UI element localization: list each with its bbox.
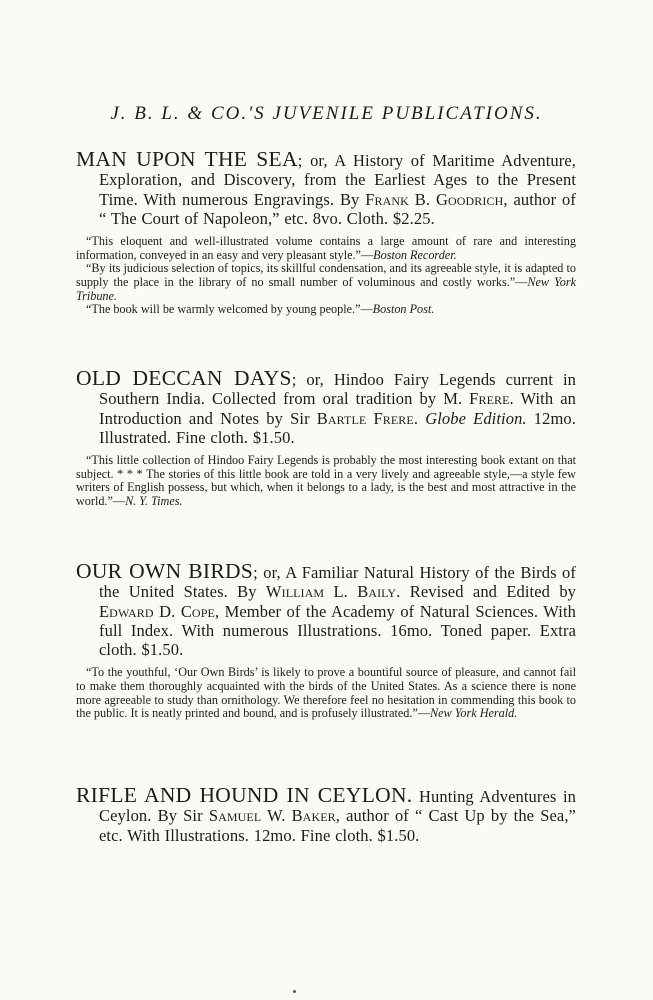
text-run: , Member of the Academy of Natural Sciences. With full Index. With numerous Illustrations. 16mo. Toned paper. Extra cloth. $1.50. <box>99 601 576 660</box>
book-entry-rifle-and-hound <box>76 783 576 845</box>
entry-description <box>76 147 577 228</box>
review-list <box>76 235 576 317</box>
text-run: “This little collection of Hindoo Fairy Legends is probably the most interesting book extant on that subject. * * * The stories of this little book are told in a very lively and agreeable style,—a style few writers of English possess, but which, when it belongs to a lady, is the best and most attractive in the world.”— <box>76 453 576 508</box>
text-run: ; or, Hindoo Fairy Legends current in Southern India. Collected from oral tradition by <box>99 370 576 409</box>
book-title: OUR OWN BIRDS <box>76 559 254 583</box>
text-run: . With an Introduction and Notes by Sir <box>99 389 576 428</box>
author-name: Samuel W. Baker <box>208 806 336 826</box>
text-run: . <box>413 408 426 428</box>
text-run: , author of “ The Court of Napoleon,” etc. 8vo. Cloth. $2.25. <box>99 189 577 228</box>
review-quote <box>76 454 576 508</box>
italic-text: N. Y. Times. <box>125 493 183 508</box>
author-name: Edward D. Cope <box>99 601 215 621</box>
review-quote <box>76 235 576 262</box>
italic-text: New York Herald. <box>430 706 518 721</box>
text-run: “By its judicious selection of topics, its skillful condensation, and its agreeable style, it is adapted to supply the place in the library of no small number of voluminous and costly works.”— <box>76 261 576 289</box>
text-run: , author of “ Cast Up by the Sea,” etc. With Illustrations. 12mo. Fine cloth. $1.50. <box>99 806 576 845</box>
author-name: Frank B. Goodrich <box>365 189 504 209</box>
book-title: RIFLE AND HOUND IN CEYLON. <box>76 783 413 807</box>
text-run: Hunting Adventures in Ceylon. By Sir <box>99 787 576 826</box>
italic-text: Boston Post. <box>372 302 435 317</box>
book-entry-our-own-birds <box>76 559 577 721</box>
book-entry-man-upon-the-sea <box>76 147 577 317</box>
text-run: ; or, A History of Maritime Adventure, Exploration, and Discovery, from the Earliest Ages to the Present Time. With numerous Engravings. By <box>99 151 576 209</box>
review-list <box>76 454 576 508</box>
book-title: MAN UPON THE SEA <box>76 147 298 171</box>
entry-description <box>76 559 577 660</box>
italic-text: Boston Recorder. <box>373 247 457 262</box>
review-list <box>76 666 576 720</box>
entry-description <box>76 783 576 845</box>
page-mark <box>293 990 296 993</box>
text-run: 12mo. Illustrated. Fine cloth. $1.50. <box>99 408 576 447</box>
review-quote <box>76 303 576 317</box>
text-run: “This eloquent and well-illustrated volume contains a large amount of rare and interesting information, conveyed in an easy and very pleasant style.”— <box>76 234 576 262</box>
author-name: William L. Baily <box>265 582 397 602</box>
italic-text: Globe Edition. <box>425 408 527 428</box>
entry-description <box>76 366 576 447</box>
text-run: ; or, A Familiar Natural History of the Birds of the United States. By <box>99 563 576 602</box>
book-title: OLD DECCAN DAYS <box>76 366 292 390</box>
text-run: . Revised and Edited by <box>396 582 577 602</box>
page-header: J. B. L. & CO.'S JUVENILE PUBLICATIONS. <box>110 103 543 124</box>
author-name: Bartle Frere <box>316 408 414 428</box>
review-quote <box>76 666 576 720</box>
review-quote <box>76 262 576 303</box>
text-run: “The book will be warmly welcomed by young people.”— <box>86 302 373 317</box>
author-name: M. Frere <box>443 389 510 409</box>
text-run: “To the youthful, ‘Our Own Birds’ is likely to prove a bountiful source of pleasure, and cannot fail to make them thoroughly acquainted with the birds of the United States. As a science there is none more agreeable to study than ornithology. We therefore feel no hesitation in commending this book to the public. It is neatly printed and bound, and is profusely illustrated.”— <box>76 665 576 721</box>
book-entry-old-deccan-days <box>76 366 576 509</box>
italic-text: New York Tribune. <box>76 274 576 303</box>
